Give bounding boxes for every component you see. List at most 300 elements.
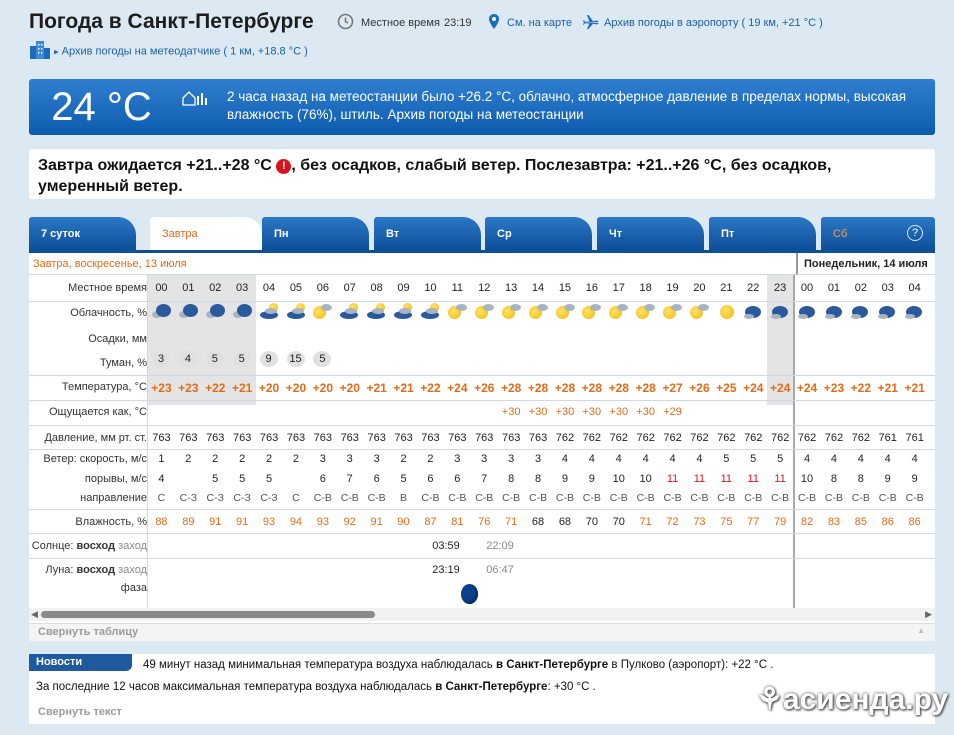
- temp-cell: +21: [366, 381, 387, 395]
- humidity-cell: 90: [397, 516, 410, 528]
- fog-cell: 3: [152, 351, 170, 367]
- arrow-right-icon: ▸: [54, 46, 59, 57]
- label-sun-set: заход: [118, 540, 147, 552]
- gust-cell: 4: [158, 473, 165, 485]
- direction-cell: С-З: [260, 492, 278, 504]
- direction-cell: С-В: [851, 492, 870, 504]
- pressure-cell: 762: [770, 432, 790, 444]
- pressure-cell: 763: [394, 432, 413, 444]
- humidity-cell: 88: [155, 516, 168, 528]
- airport-archive-link[interactable]: Архив погоды в аэропорту ( 19 км, +21 °C ): [604, 17, 823, 29]
- direction-cell: С-В: [636, 492, 655, 504]
- wind-cell: 4: [884, 453, 891, 465]
- news-line-2-city: в Санкт-Петербурге: [435, 681, 548, 693]
- label-gusts: порывы, м/с: [84, 473, 147, 485]
- cloud-icon: [447, 302, 469, 322]
- label-feels: Ощущается как, °C: [48, 406, 147, 418]
- direction-cell: С: [157, 492, 166, 504]
- temp-cell: +26: [474, 381, 495, 395]
- direction-cell: С-В: [555, 492, 574, 504]
- humidity-cell: 87: [424, 516, 437, 528]
- humidity-cell: 92: [343, 516, 356, 528]
- wind-cell: 2: [185, 453, 192, 465]
- local-time: 23:19: [444, 17, 472, 29]
- pressure-cell: 763: [367, 432, 386, 444]
- row-divider: [29, 400, 935, 401]
- label-direction: направление: [80, 492, 147, 504]
- wind-cell: 1: [158, 453, 165, 465]
- temp-cell: +28: [608, 381, 629, 395]
- local-time-label: Местное время: [361, 17, 440, 29]
- pressure-cell: 763: [448, 432, 467, 444]
- wind-cell: 2: [427, 453, 434, 465]
- gust-cell: 10: [639, 473, 652, 485]
- pressure-cell: 762: [609, 432, 628, 444]
- row-divider: [29, 558, 935, 559]
- hour-cell: 00: [800, 282, 814, 294]
- cloud-icon: [474, 302, 496, 322]
- wind-cell: 4: [911, 453, 918, 465]
- warning-icon[interactable]: !: [276, 159, 291, 174]
- pressure-cell: 762: [690, 432, 709, 444]
- humidity-cell: 85: [854, 516, 867, 528]
- wind-cell: 4: [669, 453, 676, 465]
- temp-cell: +23: [151, 381, 172, 395]
- direction-cell: С-З: [179, 492, 198, 504]
- news-badge: Новости погоды: [29, 654, 132, 671]
- tab-thu[interactable]: Чт: [597, 217, 704, 250]
- news-line-1-city: в Санкт-Петербурге: [495, 659, 609, 671]
- hour-cell: 14: [531, 282, 545, 294]
- gust-cell: 9: [911, 473, 918, 485]
- label-cloud: Облачность, %: [70, 307, 147, 319]
- cloud-icon: [259, 302, 281, 322]
- forecast-rest: , без осадков, слабый ветер. Послезавтра: +21..+26 °C, без осадков, умеренный ветер.: [38, 157, 832, 195]
- cloud-icon: [420, 302, 442, 322]
- sensor-row: [29, 40, 308, 63]
- icon-part: [321, 304, 332, 311]
- hour-cell: 03: [236, 282, 249, 294]
- label-phase: фаза: [120, 582, 147, 594]
- humidity-cell: 71: [505, 516, 518, 528]
- label-wind-speed: Ветер: скорость, м/с: [43, 453, 147, 465]
- direction-cell: С-В: [475, 492, 494, 504]
- humidity-cell: 70: [612, 516, 625, 528]
- temp-cell: +27: [662, 381, 683, 395]
- humidity-cell: 73: [693, 516, 706, 528]
- gust-cell: 6: [427, 473, 434, 485]
- airplane-icon: [582, 14, 600, 33]
- temp-cell: +28: [635, 381, 656, 395]
- humidity-cell: 93: [316, 516, 329, 528]
- tab-sat-label: Сб: [833, 228, 848, 240]
- wind-cell: 4: [588, 453, 595, 465]
- humidity-cell: 82: [800, 516, 814, 528]
- scroll-left-icon[interactable]: ◀: [31, 609, 38, 619]
- pressure-cell: 761: [905, 432, 924, 444]
- moonrise-time: 23:19: [432, 564, 460, 576]
- wind-cell: 2: [400, 453, 407, 465]
- row-divider: [29, 449, 935, 450]
- label-sun-title: Солнце:: [31, 540, 74, 552]
- gust-cell: 7: [346, 473, 353, 485]
- gust-cell: 11: [720, 473, 733, 485]
- humidity-cell: 83: [827, 516, 841, 528]
- direction-cell: В: [400, 492, 408, 504]
- humidity-cell: 81: [451, 516, 464, 528]
- forecast-table: [29, 253, 935, 623]
- hour-cell: 03: [881, 282, 894, 294]
- wind-cell: 2: [265, 453, 273, 465]
- pressure-cell: 762: [744, 432, 763, 444]
- help-icon[interactable]: ?: [907, 225, 923, 241]
- temp-cell: +24: [796, 381, 818, 395]
- hour-cell: 05: [289, 282, 303, 294]
- direction-cell: С-В: [528, 492, 548, 504]
- collapse-text-button[interactable]: Свернуть текст: [38, 706, 122, 718]
- gust-cell: 8: [857, 473, 864, 485]
- icon-part: [744, 314, 754, 319]
- tab-tue[interactable]: Вт: [374, 217, 481, 250]
- page-header: [29, 8, 949, 36]
- humidity-cell: 93: [262, 516, 276, 528]
- icon-part: [483, 304, 494, 311]
- icon-part: [905, 314, 915, 319]
- row-divider: [29, 425, 935, 426]
- temp-cell: +20: [312, 381, 334, 395]
- hour-cell: 19: [666, 282, 679, 294]
- forecast-summary: [29, 149, 935, 199]
- hour-cell: 01: [182, 282, 195, 294]
- humidity-cell: 86: [881, 516, 894, 528]
- cloud-icon: [286, 302, 308, 322]
- feels-cell: +30: [636, 406, 655, 418]
- pressure-cell: 762: [824, 432, 844, 444]
- cloud-icon: [312, 302, 334, 322]
- hour-cell: 18: [639, 282, 652, 294]
- hour-cell: 21: [720, 282, 733, 294]
- icon-part: [237, 304, 252, 317]
- hour-cell: 06: [316, 282, 329, 294]
- cloud-icon: [770, 302, 792, 322]
- map-link[interactable]: См. на карте: [507, 17, 572, 29]
- hour-cell: 01: [827, 282, 841, 294]
- watermark-flower-icon: ⚘: [756, 683, 783, 716]
- icon-part: [851, 314, 861, 319]
- hour-cell: 00: [155, 282, 168, 294]
- humidity-cell: 76: [478, 516, 491, 528]
- humidity-cell: 68: [531, 516, 545, 528]
- pressure-cell: 762: [717, 432, 736, 444]
- sensor-archive-link[interactable]: Архив погоды на метеодатчике ( 1 км, +18.8 °C ): [61, 45, 308, 58]
- pressure-cell: 763: [421, 432, 440, 444]
- tab-sat[interactable]: [821, 217, 935, 250]
- pressure-cell: 763: [501, 432, 521, 444]
- temp-cell: +21: [231, 381, 253, 395]
- direction-cell: С-В: [717, 492, 736, 504]
- label-moon-set: заход: [118, 564, 147, 576]
- label-fog: Туман, %: [99, 357, 147, 369]
- humidity-cell: 94: [289, 516, 303, 528]
- hour-cell: 15: [558, 282, 572, 294]
- direction-cell: С-В: [502, 492, 521, 504]
- hour-cell: 07: [343, 282, 356, 294]
- pressure-cell: 761: [878, 432, 897, 444]
- humidity-cell: 79: [774, 516, 787, 528]
- fog-cell: 5: [233, 351, 251, 367]
- gust-cell: 11: [774, 473, 786, 485]
- collapse-table-button[interactable]: [29, 623, 935, 641]
- icon-part: [510, 304, 521, 311]
- scroll-right-icon[interactable]: ▶: [925, 609, 932, 619]
- temp-cell: +22: [205, 381, 226, 395]
- icon-part: [878, 314, 888, 319]
- label-precip: Осадки, мм: [88, 333, 147, 345]
- wind-cell: 3: [346, 453, 353, 465]
- watermark: [756, 682, 948, 717]
- page-title: Погода в Санкт-Петербурге: [29, 10, 314, 33]
- hour-cell: 20: [693, 282, 706, 294]
- icon-part: [265, 308, 277, 314]
- pressure-cell: 763: [206, 432, 225, 444]
- direction-cell: С-В: [744, 492, 763, 504]
- tab-wed[interactable]: Ср: [485, 217, 592, 250]
- label-humidity: Влажность, %: [75, 516, 147, 528]
- sunset-time: 22:09: [486, 540, 514, 552]
- humidity-cell: 77: [747, 516, 760, 528]
- cloud-icon: [743, 302, 765, 322]
- temp-cell: +28: [500, 381, 522, 395]
- icon-part: [156, 304, 171, 317]
- icon-part: [426, 308, 438, 314]
- wind-cell: 2: [292, 453, 299, 465]
- wind-cell: 5: [777, 453, 784, 465]
- gust-cell: 10: [800, 473, 814, 485]
- hour-cell: 17: [612, 282, 625, 294]
- gust-cell: 11: [693, 473, 706, 485]
- feels-cell: +29: [663, 406, 682, 418]
- pressure-cell: 762: [636, 432, 655, 444]
- humidity-cell: 70: [585, 516, 598, 528]
- cloud-icon: [689, 302, 711, 322]
- pressure-cell: 763: [475, 432, 494, 444]
- direction-cell: С-В: [367, 492, 386, 504]
- collapse-arrow-icon: ▲: [917, 626, 925, 635]
- gust-cell: 9: [884, 473, 891, 485]
- temp-cell: +28: [554, 381, 576, 395]
- gust-cell: 6: [454, 473, 461, 485]
- label-temp: Температура, °C: [61, 381, 147, 393]
- gust-cell: 5: [239, 473, 246, 485]
- pressure-cell: 763: [528, 432, 548, 444]
- direction-cell: С-В: [421, 492, 440, 504]
- direction-cell: С-З: [206, 492, 224, 504]
- cloud-icon: [339, 302, 361, 322]
- table-scrollbar[interactable]: [29, 608, 935, 621]
- temp-cell: +24: [447, 381, 468, 395]
- current-temperature: 24 °C: [51, 85, 152, 129]
- direction-cell: С-В: [609, 492, 628, 504]
- pressure-cell: 763: [232, 432, 252, 444]
- temp-cell: +24: [743, 381, 764, 395]
- gust-cell: 9: [561, 473, 568, 485]
- cloud-icon: [393, 302, 415, 322]
- label-sun: [29, 540, 147, 552]
- hour-cell: 16: [585, 282, 598, 294]
- icon-part: [210, 304, 225, 317]
- wind-cell: 3: [481, 453, 488, 465]
- hour-cell: 04: [908, 282, 921, 294]
- icon-part: [671, 304, 682, 311]
- scrollbar-thumb[interactable]: [41, 611, 375, 618]
- cloud-icon: [581, 302, 603, 322]
- tab-fri[interactable]: Пт: [709, 217, 816, 250]
- news-line-2: [36, 681, 596, 693]
- row-divider: [29, 533, 935, 534]
- humidity-cell: 68: [558, 516, 572, 528]
- map-pin-icon: [488, 13, 500, 33]
- pressure-cell: 763: [152, 432, 171, 444]
- hour-cell: 02: [854, 282, 867, 294]
- watermark-text: асиенда.ру: [782, 683, 949, 716]
- gust-cell: 5: [265, 473, 273, 485]
- feels-cell: +30: [501, 406, 521, 418]
- icon-part: [399, 308, 411, 314]
- fog-cell: 5: [206, 351, 224, 367]
- icon-part: [825, 314, 835, 319]
- wind-cell: 4: [642, 453, 649, 465]
- moonset-time: 06:47: [486, 564, 514, 576]
- temp-cell: +22: [420, 381, 441, 395]
- label-moon-title: Луна:: [45, 564, 74, 576]
- pressure-cell: 763: [286, 432, 306, 444]
- hour-cell: 04: [262, 282, 276, 294]
- pressure-cell: 762: [582, 432, 602, 444]
- label-moon-rise: восход: [76, 564, 116, 576]
- pressure-cell: 762: [797, 432, 817, 444]
- news-line-2-c: : +30 °C .: [547, 681, 596, 693]
- label-time: Местное время: [68, 282, 147, 294]
- wind-cell: 3: [534, 453, 542, 465]
- wind-cell: 5: [750, 453, 757, 465]
- tab-mon[interactable]: Пн: [262, 217, 369, 250]
- fog-cell: 15: [287, 351, 305, 367]
- icon-part: [644, 304, 655, 311]
- tab-7days[interactable]: 7 суток: [29, 217, 136, 250]
- wind-cell: 4: [803, 453, 811, 465]
- hour-cell: 13: [505, 282, 518, 294]
- hour-cell: 10: [424, 282, 437, 294]
- station-icon: [182, 90, 210, 111]
- direction-cell: С-В: [690, 492, 709, 504]
- wind-cell: 4: [830, 453, 837, 465]
- icon-part: [771, 314, 781, 319]
- news-line-1-c: в Пулково (аэропорт): +22 °C .: [608, 659, 774, 671]
- wind-cell: 2: [239, 453, 246, 465]
- hour-cell: 08: [370, 282, 383, 294]
- direction-cell: С-З: [233, 492, 251, 504]
- icon-part: [698, 304, 709, 311]
- icon-part: [183, 304, 198, 317]
- hour-cell: 11: [451, 282, 464, 294]
- direction-cell: С: [292, 492, 300, 504]
- direction-cell: С-В: [582, 492, 601, 504]
- tab-tomorrow[interactable]: Завтра: [150, 217, 262, 251]
- day-tabs: [29, 217, 935, 251]
- temp-cell: +20: [285, 381, 307, 395]
- cloud-icon: [850, 302, 872, 322]
- hour-cell: 23: [774, 282, 787, 294]
- label-pressure: Давление, мм рт. ст.: [44, 432, 147, 444]
- temp-cell: +20: [258, 381, 280, 395]
- wind-cell: 5: [723, 453, 730, 465]
- icon-part: [564, 304, 575, 311]
- pressure-cell: 762: [663, 432, 682, 444]
- pressure-cell: 763: [179, 432, 198, 444]
- gust-cell: 6: [319, 473, 326, 485]
- icon-part: [720, 305, 734, 319]
- gust-cell: 5: [400, 473, 407, 485]
- direction-cell: С-В: [824, 492, 843, 504]
- date-tomorrow: Завтра, воскресенье, 13 июля: [29, 253, 796, 275]
- direction-cell: С-В: [448, 492, 467, 504]
- humidity-cell: 72: [666, 516, 679, 528]
- temp-cell: +20: [339, 381, 360, 395]
- pressure-cell: 762: [851, 432, 871, 444]
- current-weather-banner: [29, 79, 935, 135]
- pressure-cell: 763: [259, 432, 279, 444]
- news-line-1: [143, 659, 773, 671]
- humidity-cell: 91: [209, 516, 222, 528]
- cloud-icon: [528, 302, 550, 322]
- forecast-tomorrow: Завтра ожидается +21..+28 °C: [38, 157, 272, 174]
- cloud-icon: [877, 302, 899, 322]
- gust-cell: 8: [508, 473, 515, 485]
- gust-cell: 8: [830, 473, 837, 485]
- cloud-icon: [501, 302, 523, 322]
- humidity-cell: 91: [236, 516, 249, 528]
- news-line-2-a: За последние 12 часов максимальная температура воздуха наблюдалась: [36, 681, 436, 693]
- humidity-cell: 75: [720, 516, 733, 528]
- gust-cell: 7: [481, 473, 488, 485]
- cloud-icon: [366, 302, 388, 322]
- hour-cell: 09: [397, 282, 410, 294]
- direction-cell: С-В: [878, 492, 897, 504]
- cloud-icon: [151, 302, 173, 322]
- wind-cell: 4: [561, 453, 568, 465]
- icon-part: [590, 304, 601, 311]
- wind-cell: 3: [454, 453, 461, 465]
- sunrise-time: 03:59: [432, 540, 460, 552]
- icon-part: [456, 304, 467, 311]
- pressure-cell: 763: [313, 432, 333, 444]
- row-divider: [29, 509, 935, 510]
- humidity-cell: 91: [370, 516, 383, 528]
- wind-cell: 4: [857, 453, 864, 465]
- cloud-icon: [904, 302, 926, 322]
- pressure-cell: 763: [340, 432, 359, 444]
- feels-cell: +30: [528, 406, 548, 418]
- gust-cell: 6: [373, 473, 380, 485]
- wind-cell: 2: [212, 453, 219, 465]
- temp-cell: +25: [716, 381, 737, 395]
- temp-cell: +23: [178, 381, 199, 395]
- pressure-cell: 762: [555, 432, 575, 444]
- news-line-1-a: 49 минут назад минимальная температура воздуха наблюдалась: [143, 659, 496, 671]
- gust-cell: 9: [588, 473, 595, 485]
- temp-cell: +28: [581, 381, 603, 395]
- gust-cell: 11: [747, 473, 759, 485]
